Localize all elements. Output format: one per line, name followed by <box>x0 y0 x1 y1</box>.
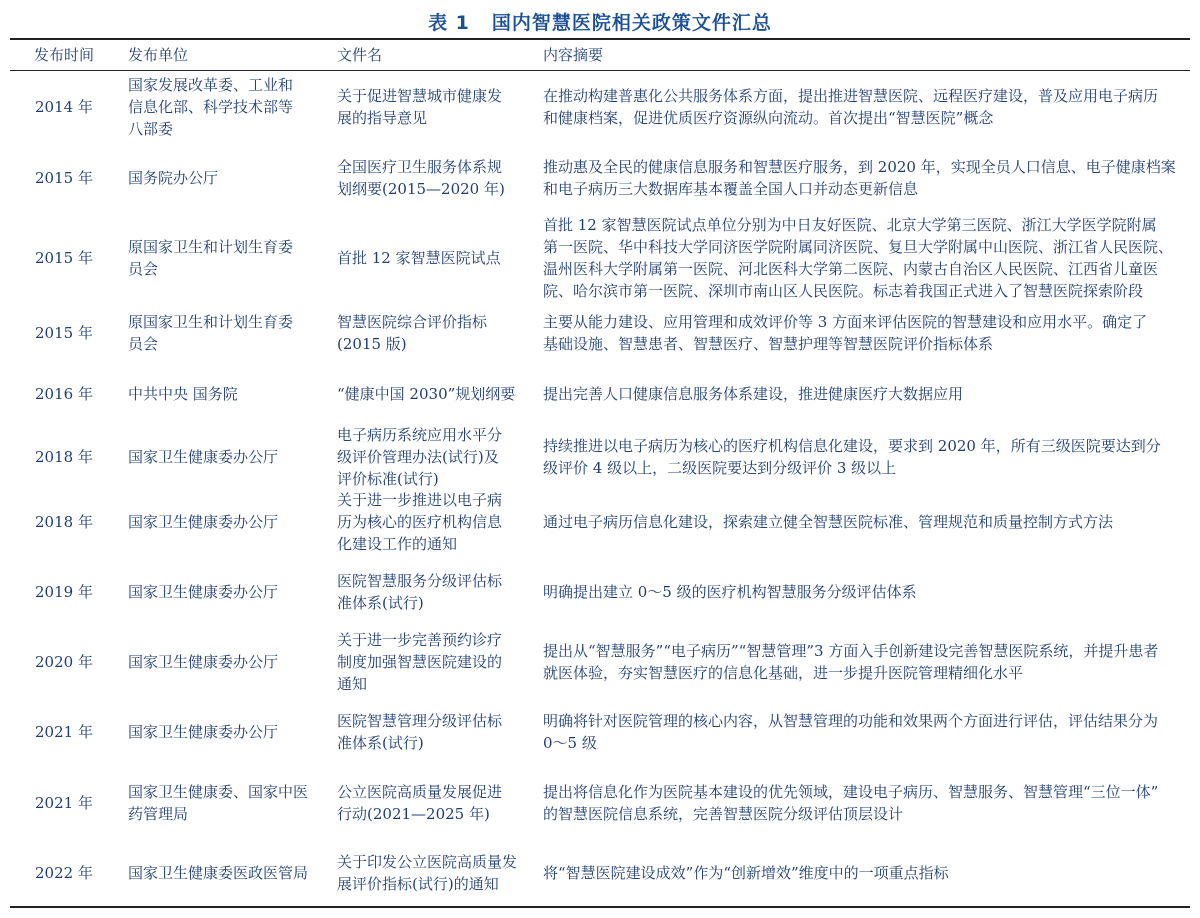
summary-cell: 明确提出建立 0～5 级的医疗机构智慧服务分级评估体系 <box>543 583 917 601</box>
header-file: 文件名 <box>337 46 383 64</box>
table-header-row <box>10 40 1190 71</box>
date-cell: 2021 年 <box>35 723 93 741</box>
file-cell: 关于印发公立医院高质量发 展评价指标(试行)的通知 <box>337 852 518 893</box>
date-cell: 2018 年 <box>35 513 93 531</box>
summary-cell: 在推动构建普惠化公共服务体系方面，提出推进智慧医院、远程医疗建设，普及应用电子病历 和健康档案，促进优质医疗资源纵向流动。首次提出“智慧医院”概念 <box>543 87 1159 127</box>
summary-cell: 提出完善人口健康信息服务体系建设，推进健康医疗大数据应用 <box>543 384 964 403</box>
file-cell: 智慧医院综合评价指标 (2015 版) <box>337 313 488 353</box>
summary-cell: 明确将针对医院管理的核心内容，从智慧管理的功能和效果两个方面进行评估，评估结果分为 0～5 级 <box>543 712 1159 752</box>
table-caption: 国内智慧医院相关政策文件汇总 <box>491 12 772 34</box>
date-cell: 2015 年 <box>35 324 93 342</box>
table-row <box>10 558 1190 626</box>
table-row <box>10 143 1190 213</box>
file-cell: 关于进一步完善预约诊疗 制度加强智慧医院建设的 通知 <box>337 631 503 693</box>
file-cell: 关于促进智慧城市健康发 展的指导意见 <box>337 87 503 127</box>
unit-cell: 国家卫生健康委办公厅 <box>128 723 279 741</box>
summary-cell: 将“智慧医院建设成效”作为“创新增效”维度中的一项重点指标 <box>543 863 949 882</box>
file-cell: 电子病历系统应用水平分 级评价管理办法(试行)及 评价标准(试行) <box>337 426 503 488</box>
summary-cell: 首批 12 家智慧医院试点单位分别为中日友好医院、北京大学第三医院、浙江大学医学院附属 第一医院、华中科技大学同济医学院附属同济医院、复旦大学附属中山医院、浙江省人民医院、 温州医科大学附属第一医院、河北医科大学第二医院、内蒙古自治区人民医院、江西省儿童医 院、哈尔滨市第一医院、深圳市南山区人民医院。标志着我国正式进入了智慧医院探索阶段 <box>543 216 1174 300</box>
date-cell: 2020 年 <box>35 653 93 671</box>
unit-cell: 国家卫生健康委、国家中医 药管理局 <box>128 782 309 823</box>
unit-cell: 国家卫生健康委医政医管局 <box>128 863 309 882</box>
date-cell: 2015 年 <box>35 169 93 187</box>
unit-cell: 国家卫生健康委办公厅 <box>128 513 279 531</box>
file-cell: “健康中国 2030”规划纲要 <box>337 384 516 403</box>
summary-cell: 主要从能力建设、应用管理和成效评价等 3 方面来评估医院的智慧建设和应用水平。确定了 基础设施、智慧患者、智慧医疗、智慧护理等智慧医院评价指标体系 <box>543 313 1148 353</box>
table-row <box>10 486 1190 558</box>
table-row <box>10 424 1190 486</box>
file-cell: 公立医院高质量发展促进 行动(2021—2025 年) <box>337 782 503 823</box>
unit-cell: 国家发展改革委、工业和 信息化部、科学技术部等 八部委 <box>128 76 294 138</box>
summary-cell: 提出将信息化作为医院基本建设的优先领域，建设电子病历、智慧服务、智慧管理“三位一体” 的智慧医院信息系统，完善智慧医院分级评估顶层设计 <box>543 782 1159 823</box>
file-cell: 医院智慧服务分级评估标 准体系(试行) <box>337 572 503 612</box>
unit-cell: 国家卫生健康委办公厅 <box>128 448 279 466</box>
file-cell: 医院智慧管理分级评估标 准体系(试行) <box>337 712 503 752</box>
table-row <box>10 363 1190 424</box>
file-cell: 首批 12 家智慧医院试点 <box>337 249 501 267</box>
date-cell: 2019 年 <box>35 583 93 601</box>
date-cell: 2021 年 <box>35 793 93 812</box>
table-row <box>10 626 1190 698</box>
table-number: 表 1 <box>428 12 470 34</box>
table-row <box>10 766 1190 839</box>
unit-cell: 国家卫生健康委办公厅 <box>128 583 279 601</box>
table-title <box>0 8 1200 35</box>
summary-cell: 提出从“智慧服务”“电子病历”“智慧管理”3 方面入手创新建设完善智慧医院系统，并提升患者 就医体验，夯实智慧医疗的信息化基础，进一步提升医院管理精细化水平 <box>543 642 1159 682</box>
policy-table <box>10 38 1190 908</box>
summary-cell: 通过电子病历信息化建设，探索建立健全智慧医院标准、管理规范和质量控制方式方法 <box>543 513 1114 531</box>
header-unit: 发布单位 <box>128 46 189 64</box>
summary-cell: 推动惠及全民的健康信息服务和智慧医疗服务，到 2020 年，实现全员人口信息、电子健康档案 和电子病历三大数据库基本覆盖全国人口并动态更新信息 <box>543 158 1176 198</box>
unit-cell: 中共中央 国务院 <box>128 384 238 403</box>
date-cell: 2015 年 <box>35 249 93 267</box>
file-cell: 关于进一步推进以电子病 历为核心的医疗机构信息 化建设工作的通知 <box>337 491 503 553</box>
date-cell: 2022 年 <box>35 863 93 882</box>
unit-cell: 原国家卫生和计划生育委 员会 <box>128 238 294 278</box>
file-cell: 全国医疗卫生服务体系规 划纲要(2015—2020 年) <box>337 158 505 198</box>
table-row <box>10 213 1190 303</box>
summary-cell: 持续推进以电子病历为核心的医疗机构信息化建设，要求到 2020 年，所有三级医院要达到分 级评价 4 级以上，二级医院要达到分级评价 3 级以上 <box>543 437 1161 477</box>
table-row <box>10 303 1190 363</box>
date-cell: 2014 年 <box>35 98 93 116</box>
date-cell: 2016 年 <box>35 384 93 403</box>
unit-cell: 国务院办公厅 <box>128 169 219 187</box>
date-cell: 2018 年 <box>35 448 93 466</box>
table-row <box>10 698 1190 766</box>
unit-cell: 国家卫生健康委办公厅 <box>128 653 279 671</box>
header-date: 发布时间 <box>33 46 94 64</box>
header-summary: 内容摘要 <box>543 46 604 64</box>
table-row <box>10 71 1190 143</box>
unit-cell: 原国家卫生和计划生育委 员会 <box>128 313 294 353</box>
table-row <box>10 839 1190 906</box>
